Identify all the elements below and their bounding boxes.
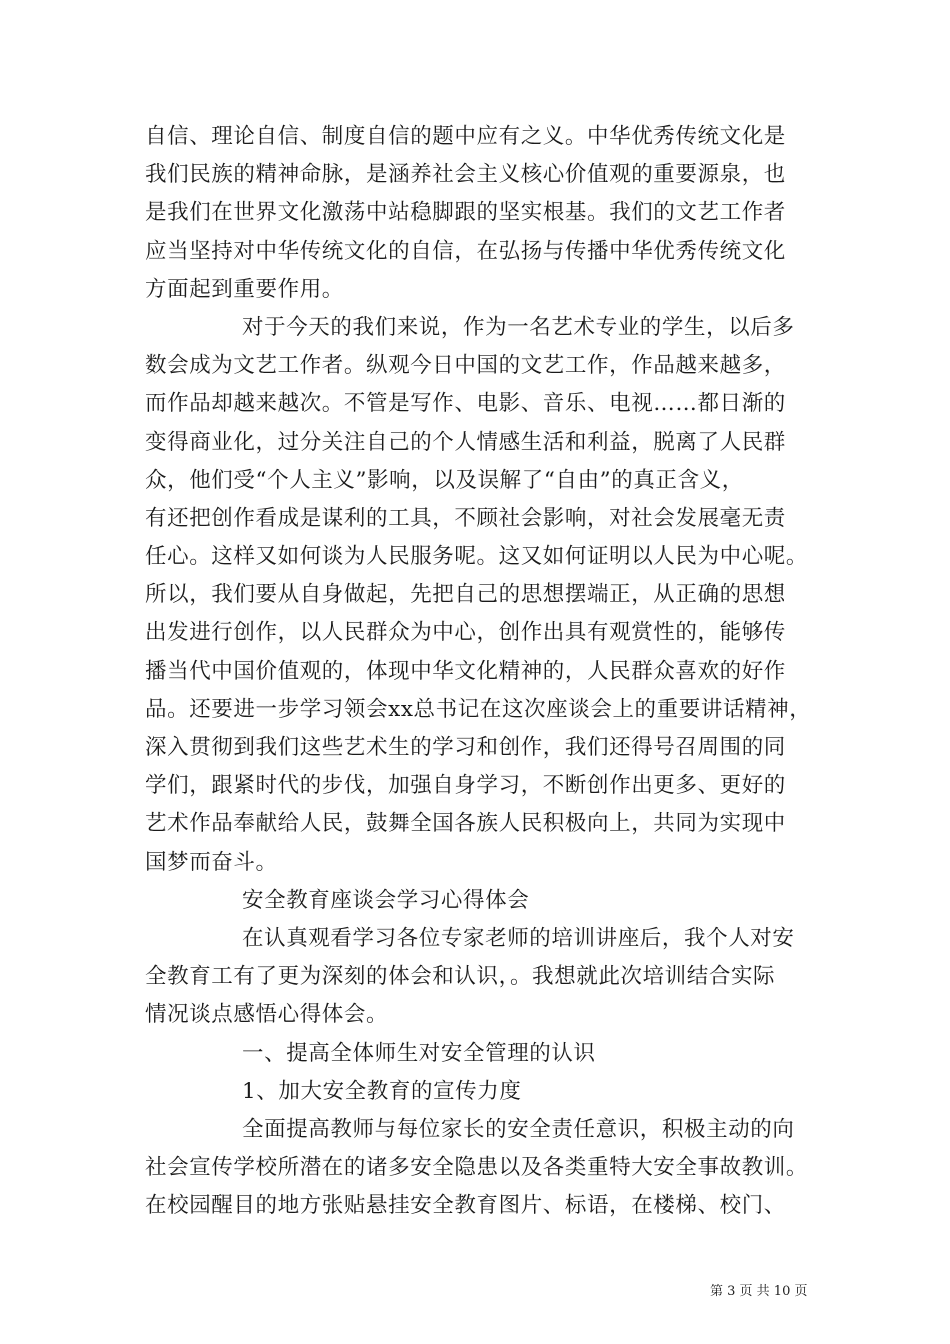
text-line: 学们，跟紧时代的步伐，加强自身学习，不断创作出更多、更好的 <box>145 773 786 799</box>
text-line: 任心。这样又如何谈为人民服务呢。这又如何证明以人民为中心呢。 <box>145 544 809 570</box>
text-line: 社会宣传学校所潜在的诸多安全隐患以及各类重特大安全事故教训。 <box>145 1155 809 1181</box>
text-line: 是我们在世界文化激荡中站稳脚跟的坚实根基。我们的文艺工作者 <box>145 200 786 226</box>
subheading: 1、加大安全教育的宣传力度 <box>242 1078 522 1104</box>
text-line: 数会成为文艺工作者。纵观今日中国的文艺工作，作品越来越多， <box>145 353 786 379</box>
text-line: 变得商业化，过分关注自己的个人情感生活和利益，脱离了人民群 <box>145 429 786 455</box>
text-line: 艺术作品奉献给人民，鼓舞全国各族人民积极向上，共同为实现中 <box>145 811 786 837</box>
text-line: 出发进行创作，以人民群众为中心，创作出具有观赏性的，能够传 <box>145 620 786 646</box>
text-line: 在校园醒目的地方张贴悬挂安全教育图片、标语，在楼梯、校门、 <box>145 1193 786 1219</box>
text-line: 全面提高教师与每位家长的安全责任意识，积极主动的向 <box>242 1116 795 1142</box>
text-line: 品。还要进一步学习领会xx总书记在这次座谈会上的重要讲话精神， <box>145 696 812 722</box>
text-line: 方面起到重要作用。 <box>145 276 344 302</box>
text-line: 而作品却越来越次。不管是写作、电影、音乐、电视……都日渐的 <box>145 391 786 417</box>
page-number: 第 3 页 共 10 页 <box>710 1284 808 1299</box>
text-line: 所以，我们要从自身做起，先把自己的思想摆端正，从正确的思想 <box>145 582 786 608</box>
subheading: 一、提高全体师生对安全管理的认识 <box>242 1040 596 1066</box>
text-line: 有还把创作看成是谋利的工具，不顾社会影响，对社会发展毫无责 <box>145 505 786 531</box>
body-text <box>145 118 813 1225</box>
text-line: 应当坚持对中华传统文化的自信，在弘扬与传播中华优秀传统文化 <box>145 238 786 264</box>
text-line: 众，他们受“个人主义”影响，以及误解了“自由”的真正含义， <box>145 467 744 493</box>
text-line: 自信、理论自信、制度自信的题中应有之义。中华优秀传统文化是 <box>145 124 786 149</box>
text-line: 播当代中国价值观的，体现中华文化精神的，人民群众喜欢的好作 <box>145 658 786 684</box>
section-title: 安全教育座谈会学习心得体会 <box>242 887 530 913</box>
text-line: 对于今天的我们来说，作为一名艺术专业的学生，以后多 <box>242 314 795 340</box>
text-line: 情况谈点感悟心得体会。 <box>145 1002 389 1028</box>
text-line: 深入贯彻到我们这些艺术生的学习和创作，我们还得号召周围的同 <box>145 735 786 760</box>
text-line: 国梦而奋斗。 <box>145 849 278 875</box>
text-line: 全教育工有了更为深刻的体会和认识，。我想就此次培训结合实际 <box>145 964 776 990</box>
text-line: 在认真观看学习各位专家老师的培训讲座后，我个人对安 <box>242 925 795 951</box>
text-line: 我们民族的精神命脉，是涵养社会主义核心价值观的重要源泉，也 <box>145 162 786 188</box>
